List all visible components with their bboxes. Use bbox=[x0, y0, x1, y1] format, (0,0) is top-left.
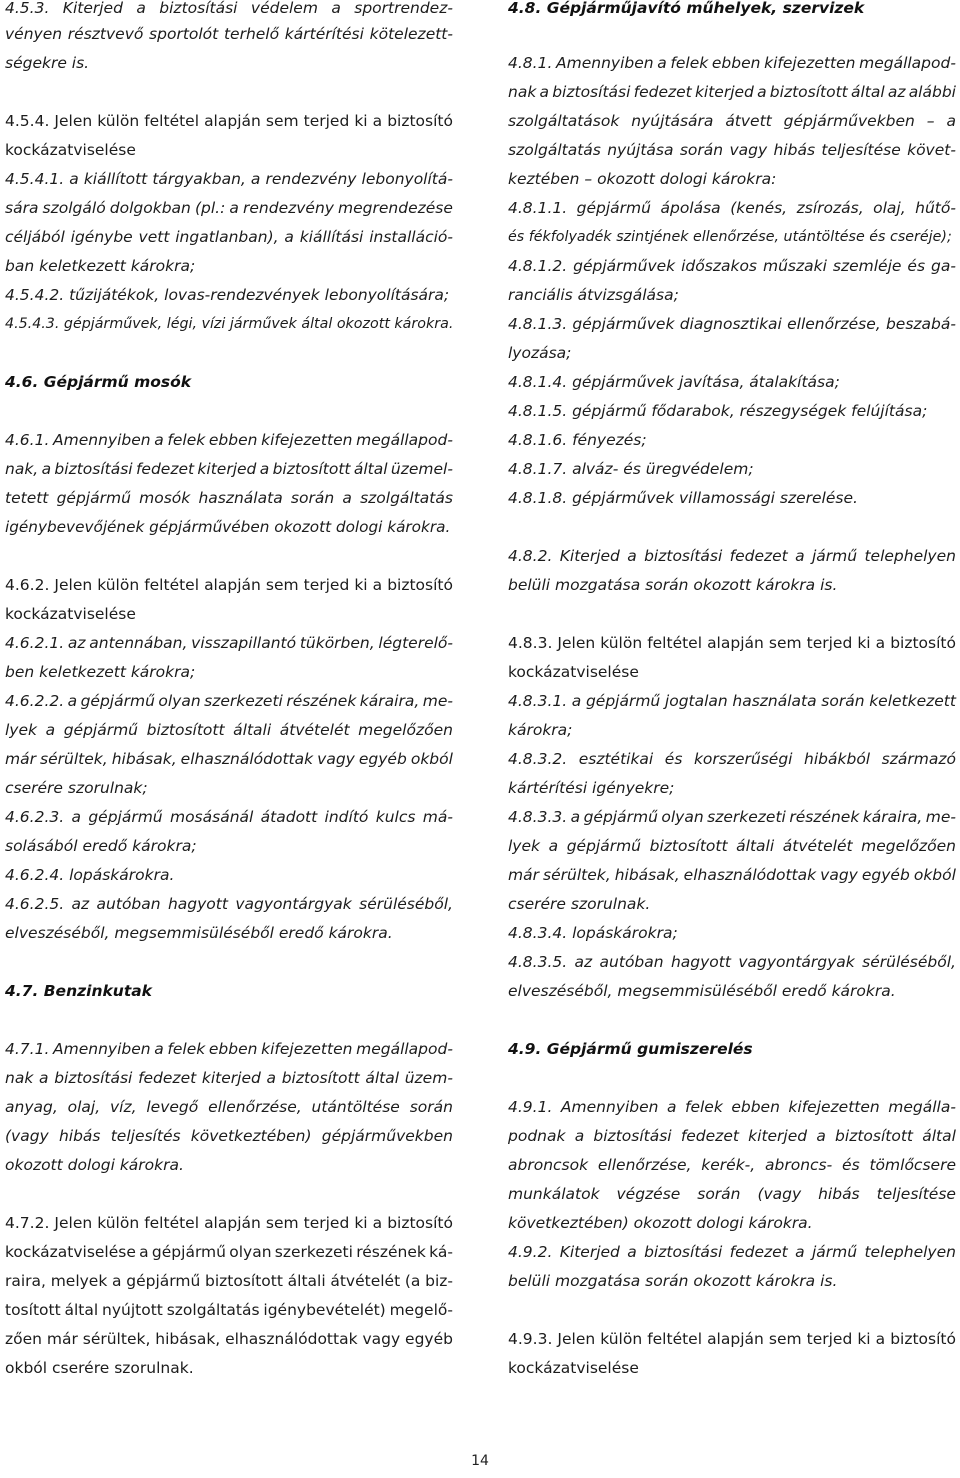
left-text-line: 4.6.2.2. a gépjármű olyan szerkezeti részének káraira, me- bbox=[5, 692, 453, 710]
left-text-line: sára szolgáló dolgokban (pl.: a rendezvény megrendezése bbox=[5, 199, 453, 217]
right-text-line: kártérítési igényekre; bbox=[508, 779, 675, 797]
left-text-line: solásából eredő károkra; bbox=[5, 837, 197, 855]
left-text-line: okozott dologi károkra. bbox=[5, 1156, 184, 1174]
left-text-line: okból cserére szorulnak. bbox=[5, 1359, 194, 1377]
left-text-line: vényen résztvevő sportolót terhelő kártérítési kötelezett- bbox=[5, 25, 453, 43]
right-text-line: 4.9.1. Amennyiben a felek ebben kifejezetten megálla- bbox=[508, 1098, 956, 1116]
right-text-line: 4.8.1.1. gépjármű ápolása (kenés, zsírozás, olaj, hűtő- bbox=[508, 199, 956, 217]
left-text-line: 4.7. Benzinkutak bbox=[5, 982, 152, 1000]
right-text-line: lyek a gépjármű biztosított általi átvételét megelőzően bbox=[508, 837, 956, 855]
page-number: 14 bbox=[471, 1453, 489, 1469]
left-text-line: ben keletkezett károkra; bbox=[5, 663, 196, 681]
right-text-line: ranciális átvizsgálása; bbox=[508, 286, 679, 304]
right-text-line: következtében) okozott dologi károkra. bbox=[508, 1214, 813, 1232]
left-text-line: 4.5.4.1. a kiállított tárgyakban, a rendezvény lebonyolítá- bbox=[5, 170, 453, 188]
right-text-line: podnak a biztosítási fedezet kiterjed a biztosított által bbox=[508, 1127, 956, 1145]
right-text-line: abroncsok ellenőrzése, kerék-, abroncs- és tömlőcsere bbox=[508, 1156, 956, 1174]
right-text-line: 4.8.1.3. gépjárművek diagnosztikai ellenőrzése, beszabá- bbox=[508, 315, 956, 333]
right-text-line: szolgáltatás nyújtása során vagy hibás teljesítése követ- bbox=[508, 141, 956, 159]
left-text-line: 4.6. Gépjármű mosók bbox=[5, 373, 192, 391]
left-text-line: 4.7.2. Jelen külön feltétel alapján sem terjed ki a biztosító bbox=[5, 1214, 453, 1232]
right-text-line: belüli mozgatása során okozott károkra is. bbox=[508, 576, 838, 594]
right-text-line: 4.8.1. Amennyiben a felek ebben kifejezetten megállapod- bbox=[508, 54, 956, 72]
left-text-line: ban keletkezett károkra; bbox=[5, 257, 196, 275]
right-text-line: 4.8.3.1. a gépjármű jogtalan használata során keletkezett bbox=[508, 692, 956, 710]
right-text-line: 4.8.3.2. esztétikai és korszerűségi hibákból származó bbox=[508, 750, 956, 768]
right-text-line: és fékfolyadék szintjének ellenőrzése, utántöltése és cseréje); bbox=[508, 229, 952, 245]
left-text-line: 4.5.4.3. gépjárművek, légi, vízi járművek által okozott károkra. bbox=[5, 316, 454, 332]
right-text-line: 4.8. Gépjárműjavító műhelyek, szervizek bbox=[508, 0, 865, 17]
right-text-line: kockázatviselése bbox=[508, 1359, 639, 1377]
left-text-line: lyek a gépjármű biztosított általi átvételét megelőzően bbox=[5, 721, 453, 739]
right-text-line: munkálatok végzése során (vagy hibás teljesítése bbox=[508, 1185, 956, 1203]
left-text-line: már sérültek, hibásak, elhasználódottak vagy egyéb okból bbox=[5, 750, 453, 768]
left-text-line: tosított által nyújtott szolgáltatás igénybevételét) megelő- bbox=[5, 1301, 453, 1319]
left-text-line: anyag, olaj, víz, levegő ellenőrzése, utántöltése során bbox=[5, 1098, 453, 1116]
left-text-line: kockázatviselése a gépjármű olyan szerkezeti részének ká- bbox=[5, 1243, 453, 1261]
right-text-line: 4.8.1.5. gépjármű fődarabok, részegységek felújítása; bbox=[508, 402, 928, 420]
right-text-line: cserére szorulnak. bbox=[508, 895, 651, 913]
left-text-line: 4.6.2.3. a gépjármű mosásánál átadott indító kulcs má- bbox=[5, 808, 453, 826]
right-text-line: 4.8.1.7. alváz- és üregvédelem; bbox=[508, 460, 754, 478]
right-text-line: nak a biztosítási fedezet kiterjed a biztosított által az alábbi bbox=[508, 83, 956, 101]
left-text-line: 4.5.4.2. tűzijátékok, lovas-rendezvények lebonyolítására; bbox=[5, 286, 450, 304]
right-text-line: lyozása; bbox=[508, 344, 572, 362]
right-text-line: 4.8.2. Kiterjed a biztosítási fedezet a jármű telephelyen bbox=[508, 547, 956, 565]
left-text-line: nak a biztosítási fedezet kiterjed a biztosított által üzem- bbox=[5, 1069, 453, 1087]
right-text-line: 4.8.1.2. gépjárművek időszakos műszaki szemléje és ga- bbox=[508, 257, 956, 275]
right-text-line: 4.8.3. Jelen külön feltétel alapján sem terjed ki a biztosító bbox=[508, 634, 956, 652]
left-text-line: 4.6.2.4. lopáskárokra. bbox=[5, 866, 175, 884]
left-text-line: 4.6.1. Amennyiben a felek ebben kifejezetten megállapod- bbox=[5, 431, 453, 449]
right-text-line: elveszéséből, megsemmisüléséből eredő károkra. bbox=[508, 982, 896, 1000]
left-text-line: raira, melyek a gépjármű biztosított általi átvételét (a biz- bbox=[5, 1272, 453, 1290]
right-text-line: 4.8.1.4. gépjárművek javítása, átalakítása; bbox=[508, 373, 840, 391]
left-text-line: ségekre is. bbox=[5, 54, 90, 72]
right-text-line: kockázatviselése bbox=[508, 663, 639, 681]
left-text-line: céljából igénybe vett ingatlanban), a kiállítási installáció- bbox=[5, 228, 453, 246]
left-text-line: 4.6.2. Jelen külön feltétel alapján sem terjed ki a biztosító bbox=[5, 576, 453, 594]
left-text-line: 4.5.3. Kiterjed a biztosítási védelem a sportrendez- bbox=[5, 0, 453, 17]
right-text-line: 4.9.2. Kiterjed a biztosítási fedezet a jármű telephelyen bbox=[508, 1243, 956, 1261]
right-text-line: keztében – okozott dologi károkra: bbox=[508, 170, 777, 188]
left-text-line: tetett gépjármű mosók használata során a szolgáltatás bbox=[5, 489, 453, 507]
left-text-line: 4.6.2.1. az antennában, visszapillantó tükörben, légterelő- bbox=[5, 634, 453, 652]
left-text-line: kockázatviselése bbox=[5, 605, 136, 623]
left-text-line: igénybevevőjének gépjárművében okozott dologi károkra. bbox=[5, 518, 451, 536]
left-text-line: 4.6.2.5. az autóban hagyott vagyontárgyak sérüléséből, bbox=[5, 895, 453, 913]
right-text-line: belüli mozgatása során okozott károkra is. bbox=[508, 1272, 838, 1290]
left-text-line: 4.5.4. Jelen külön feltétel alapján sem terjed ki a biztosító bbox=[5, 112, 453, 130]
right-text-line: 4.8.1.6. fényezés; bbox=[508, 431, 647, 449]
left-text-line: (vagy hibás teljesítés következtében) gépjárművekben bbox=[5, 1127, 453, 1145]
left-text-line: zően már sérültek, hibásak, elhasználódottak vagy egyéb bbox=[5, 1330, 453, 1348]
right-text-line: szolgáltatások nyújtására átvett gépjárművekben – a bbox=[508, 112, 956, 130]
left-text-line: kockázatviselése bbox=[5, 141, 136, 159]
right-text-line: károkra; bbox=[508, 721, 573, 739]
right-text-line: 4.8.3.4. lopáskárokra; bbox=[508, 924, 678, 942]
right-text-line: 4.9.3. Jelen külön feltétel alapján sem terjed ki a biztosító bbox=[508, 1330, 956, 1348]
right-text-line: 4.8.3.5. az autóban hagyott vagyontárgyak sérüléséből, bbox=[508, 953, 956, 971]
right-text-line: már sérültek, hibásak, elhasználódottak vagy egyéb okból bbox=[508, 866, 956, 884]
left-text-line: cserére szorulnak; bbox=[5, 779, 148, 797]
right-text-line: 4.9. Gépjármű gumiszerelés bbox=[508, 1040, 753, 1058]
left-text-line: 4.7.1. Amennyiben a felek ebben kifejezetten megállapod- bbox=[5, 1040, 453, 1058]
left-text-line: nak, a biztosítási fedezet kiterjed a biztosított által üzemel- bbox=[5, 460, 453, 478]
left-text-line: elveszéséből, megsemmisüléséből eredő károkra. bbox=[5, 924, 393, 942]
right-text-line: 4.8.1.8. gépjárművek villamossági szerelése. bbox=[508, 489, 858, 507]
right-text-line: 4.8.3.3. a gépjármű olyan szerkezeti részének káraira, me- bbox=[508, 808, 956, 826]
